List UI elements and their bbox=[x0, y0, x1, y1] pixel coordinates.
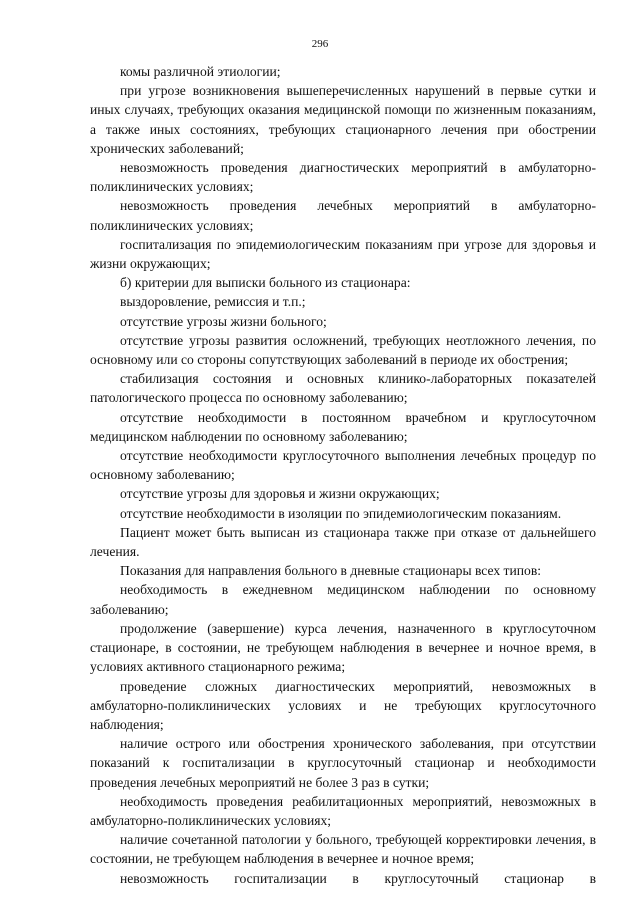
paragraph: отсутствие угрозы развития осложнений, требующих неотложного лечения, по основному или со стороны сопутствующих заболеваний в периоде их обострения; bbox=[90, 332, 596, 368]
paragraph: проведение сложных диагностических мероприятий, невозможных в амбулаторно-поликлинических условиях и не требующих круглосуточного наблюдения; bbox=[90, 678, 596, 732]
paragraph: невозможность проведения лечебных мероприятий в амбулаторно-поликлинических условиях; bbox=[90, 198, 596, 233]
paragraph: Пациент может быть выписан из стационара также при отказе от дальнейшего лечения. bbox=[90, 524, 596, 560]
paragraph: невозможность госпитализации в круглосуточный стационар в bbox=[120, 870, 596, 886]
body-text bbox=[90, 62, 596, 888]
paragraph: отсутствие необходимости в постоянном врачебном и круглосуточном медицинском наблюдении по основному заболеванию; bbox=[90, 409, 596, 444]
paragraph: Показания для направления больного в дневные стационары всех типов: bbox=[120, 563, 542, 579]
paragraph: госпитализация по эпидемиологическим показаниям при угрозе для здоровья и жизни окружающих; bbox=[90, 236, 596, 272]
paragraph: невозможность проведения диагностических мероприятий в амбулаторно-поликлинических условиях; bbox=[90, 160, 596, 195]
paragraph: наличие сочетанной патологии у больного, требующей корректировки лечения, в состоянии, не требующем наблюдения в вечернее и ночное время; bbox=[90, 832, 596, 867]
paragraph: выздоровление, ремиссия и т.п.; bbox=[120, 294, 306, 310]
paragraph: при угрозе возникновения вышеперечисленных нарушений в первые сутки и иных случаях, требующих оказания медицинской помощи по жизненным показаниям, а также иных состояниях, требующих стационарного лечения при обострении хронических заболеваний; bbox=[90, 83, 596, 156]
paragraph: необходимость в ежедневном медицинском наблюдении по основному заболеванию; bbox=[90, 582, 596, 617]
paragraph: наличие острого или обострения хронического заболевания, при отсутствии показаний к госпитализации в круглосуточный стационар и необходимости проведения лечебных мероприятий не более 3 раз в сутки; bbox=[90, 736, 596, 790]
paragraph: стабилизация состояния и основных клинико-лабораторных показателей патологического процесса по основному заболеванию; bbox=[90, 371, 596, 406]
paragraph: отсутствие угрозы для здоровья и жизни окружающих; bbox=[120, 486, 440, 502]
paragraph: продолжение (завершение) курса лечения, назначенного в круглосуточном стационаре, в состоянии, не требующем наблюдения в вечернее и ночное время, в условиях активного стационарного режима; bbox=[90, 620, 596, 675]
paragraph: отсутствие необходимости круглосуточного выполнения лечебных процедур по основному заболеванию; bbox=[90, 448, 596, 483]
paragraph: отсутствие угрозы жизни больного; bbox=[120, 313, 327, 329]
paragraph: отсутствие необходимости в изоляции по эпидемиологическим показаниям. bbox=[120, 505, 562, 521]
paragraph: б) критерии для выписки больного из стационара: bbox=[120, 275, 411, 291]
paragraph: необходимость проведения реабилитационных мероприятий, невозможных в амбулаторно-поликлинических условиях; bbox=[90, 793, 596, 828]
page-number: 296 bbox=[311, 38, 329, 50]
paragraph: комы различной этиологии; bbox=[120, 64, 281, 79]
